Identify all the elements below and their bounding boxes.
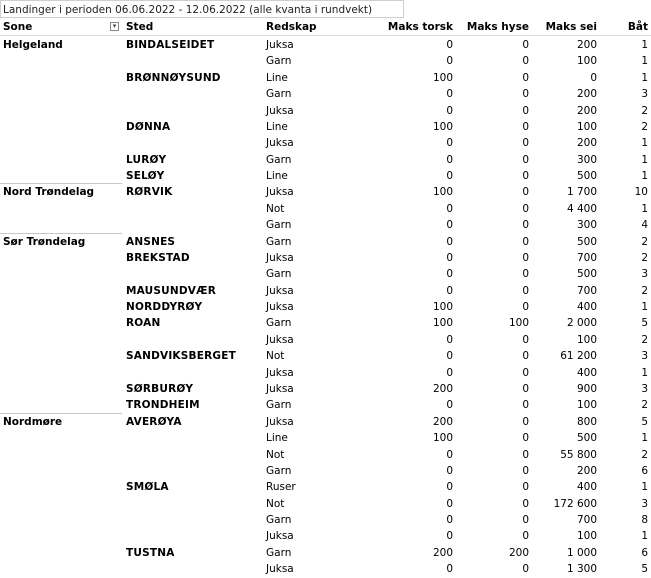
max-saithe-cell: 800 (576, 415, 597, 428)
gear-cell: Not (266, 350, 285, 363)
max-saithe-cell: 172 600 (553, 497, 597, 510)
boats-cell: 2 (641, 448, 648, 461)
max-saithe-cell: 200 (576, 104, 597, 117)
zone-divider (0, 183, 122, 184)
table-row (0, 119, 651, 135)
gear-cell: Juksa (266, 382, 294, 395)
boats-cell: 5 (641, 317, 648, 330)
max-haddock-cell: 0 (522, 170, 529, 183)
zone-label: Nordmøre (3, 415, 63, 428)
boats-cell: 2 (641, 104, 648, 117)
gear-cell: Garn (266, 55, 292, 68)
boats-cell: 1 (641, 366, 648, 379)
boats-cell: 2 (641, 235, 648, 248)
gear-cell: Line (266, 120, 288, 133)
table-row (0, 397, 651, 413)
max-saithe-cell: 500 (576, 432, 597, 445)
column-header-max-cod[interactable]: Maks torsk (387, 21, 453, 33)
boats-cell: 1 (641, 71, 648, 84)
place-label: NORDDYRØY (126, 301, 203, 314)
boats-cell: 1 (641, 137, 648, 150)
table-row (0, 168, 651, 184)
max-haddock-cell: 0 (522, 268, 529, 281)
max-saithe-cell: 500 (576, 235, 597, 248)
column-header-place[interactable]: Sted (126, 21, 154, 33)
table-row (0, 103, 651, 119)
max-saithe-cell: 900 (576, 382, 597, 395)
boats-cell: 2 (641, 399, 648, 412)
gear-cell: Juksa (266, 333, 294, 346)
max-haddock-cell: 0 (522, 399, 529, 412)
max-saithe-cell: 1 700 (566, 186, 597, 199)
max-cod-cell: 200 (432, 546, 453, 559)
table-row (0, 315, 651, 331)
max-haddock-cell: 0 (522, 301, 529, 314)
place-label: LURØY (126, 153, 167, 166)
max-cod-cell: 100 (432, 301, 453, 314)
max-saithe-cell: 0 (590, 71, 597, 84)
zone-label: Nord Trøndelag (3, 186, 95, 199)
place-label: DØNNA (126, 120, 171, 133)
max-saithe-cell: 200 (576, 88, 597, 101)
max-cod-cell: 0 (446, 39, 453, 51)
gear-cell: Juksa (266, 284, 294, 297)
max-saithe-cell: 200 (576, 137, 597, 150)
table-row (0, 381, 651, 397)
table-row (0, 414, 651, 430)
max-saithe-cell: 55 800 (560, 448, 597, 461)
max-haddock-cell: 0 (522, 251, 529, 264)
max-haddock-cell: 0 (522, 39, 529, 51)
max-haddock-cell: 0 (522, 235, 529, 248)
max-haddock-cell: 0 (522, 104, 529, 117)
place-label: SANDVIKSBERGET (126, 350, 236, 363)
place-label: TUSTNA (126, 546, 175, 559)
boats-cell: 2 (641, 120, 648, 133)
place-label: AVERØYA (126, 415, 182, 428)
max-cod-cell: 0 (446, 530, 453, 543)
boats-cell: 3 (641, 268, 648, 281)
table-row (0, 152, 651, 168)
max-cod-cell: 0 (446, 235, 453, 248)
max-cod-cell: 0 (446, 153, 453, 166)
column-header-zone[interactable]: Sone (3, 21, 33, 33)
max-haddock-cell: 0 (522, 120, 529, 133)
table-row (0, 86, 651, 102)
max-saithe-cell: 200 (576, 39, 597, 51)
max-haddock-cell: 0 (522, 481, 529, 494)
max-haddock-cell: 0 (522, 284, 529, 297)
max-haddock-cell: 0 (522, 153, 529, 166)
max-cod-cell: 0 (446, 497, 453, 510)
max-haddock-cell: 0 (522, 432, 529, 445)
max-haddock-cell: 0 (522, 137, 529, 150)
max-saithe-cell: 200 (576, 464, 597, 477)
max-haddock-cell: 0 (522, 563, 529, 576)
place-label: ROAN (126, 317, 161, 330)
table-row (0, 266, 651, 282)
max-cod-cell: 0 (446, 88, 453, 101)
max-saithe-cell: 500 (576, 268, 597, 281)
max-cod-cell: 100 (432, 432, 453, 445)
zone-divider (0, 233, 122, 234)
boats-cell: 6 (641, 464, 648, 477)
gear-cell: Juksa (266, 530, 294, 543)
max-saithe-cell: 700 (576, 514, 597, 527)
gear-cell: Garn (266, 317, 292, 330)
gear-cell: Not (266, 448, 285, 461)
max-saithe-cell: 1 000 (566, 546, 597, 559)
table-row (0, 250, 651, 266)
gear-cell: Garn (266, 546, 292, 559)
max-saithe-cell: 400 (576, 366, 597, 379)
max-haddock-cell: 0 (522, 88, 529, 101)
gear-cell: Juksa (266, 251, 294, 264)
max-saithe-cell: 1 300 (566, 563, 597, 576)
max-cod-cell: 0 (446, 514, 453, 527)
place-label: BINDALSEIDET (126, 39, 215, 51)
max-haddock-cell: 0 (522, 350, 529, 363)
gear-cell: Garn (266, 399, 292, 412)
table-row (0, 512, 651, 528)
gear-cell: Not (266, 497, 285, 510)
table-row (0, 430, 651, 446)
max-saithe-cell: 100 (576, 399, 597, 412)
place-label: BRØNNØYSUND (126, 71, 221, 84)
place-label: TRONDHEIM (126, 399, 200, 412)
table-row (0, 561, 651, 577)
boats-cell: 1 (641, 202, 648, 215)
gear-cell: Ruser (266, 481, 296, 494)
gear-cell: Juksa (266, 104, 294, 117)
column-header-max-haddock[interactable]: Maks hyse (466, 21, 529, 33)
gear-cell: Line (266, 71, 288, 84)
table-row (0, 184, 651, 200)
max-saithe-cell: 500 (576, 170, 597, 183)
max-saithe-cell: 100 (576, 120, 597, 133)
report-title: Landinger i perioden 06.06.2022 - 12.06.2022 (alle kvanta i rundvekt) (0, 0, 404, 18)
boats-cell: 3 (641, 382, 648, 395)
boats-cell: 1 (641, 39, 648, 51)
boats-cell: 1 (641, 432, 648, 445)
table-row (0, 135, 651, 151)
max-haddock-cell: 0 (522, 530, 529, 543)
gear-cell: Juksa (266, 137, 294, 150)
boats-cell: 4 (641, 219, 648, 232)
zone-label: Helgeland (3, 39, 63, 51)
max-cod-cell: 0 (446, 55, 453, 68)
max-saithe-cell: 700 (576, 284, 597, 297)
boats-cell: 2 (641, 251, 648, 264)
table-row (0, 365, 651, 381)
max-saithe-cell: 400 (576, 301, 597, 314)
gear-cell: Garn (266, 219, 292, 232)
table-row (0, 70, 651, 86)
table-row (0, 447, 651, 463)
place-label: SMØLA (126, 481, 169, 494)
max-saithe-cell: 2 000 (566, 317, 597, 330)
filter-icon[interactable]: ▾ (110, 22, 119, 31)
max-haddock-cell: 0 (522, 55, 529, 68)
max-haddock-cell: 200 (508, 546, 529, 559)
place-label: MAUSUNDVÆR (126, 284, 216, 297)
max-cod-cell: 0 (446, 333, 453, 346)
max-haddock-cell: 0 (522, 382, 529, 395)
max-haddock-cell: 0 (522, 415, 529, 428)
table-row (0, 37, 651, 53)
max-cod-cell: 0 (446, 284, 453, 297)
max-saithe-cell: 100 (576, 333, 597, 346)
place-label: SELØY (126, 170, 165, 183)
boats-cell: 2 (641, 284, 648, 297)
max-cod-cell: 100 (432, 317, 453, 330)
max-saithe-cell: 100 (576, 530, 597, 543)
boats-cell: 1 (641, 153, 648, 166)
table-row (0, 234, 651, 250)
max-cod-cell: 100 (432, 71, 453, 84)
place-label: RØRVIK (126, 186, 173, 199)
max-cod-cell: 0 (446, 137, 453, 150)
table-row (0, 332, 651, 348)
table-row (0, 53, 651, 69)
max-haddock-cell: 0 (522, 219, 529, 232)
boats-cell: 1 (641, 481, 648, 494)
table-row (0, 201, 651, 217)
boats-cell: 3 (641, 350, 648, 363)
table-row (0, 283, 651, 299)
column-header-gear[interactable]: Redskap (266, 21, 317, 33)
max-cod-cell: 0 (446, 399, 453, 412)
gear-cell: Juksa (266, 563, 294, 576)
max-cod-cell: 200 (432, 415, 453, 428)
table-row (0, 463, 651, 479)
max-saithe-cell: 61 200 (560, 350, 597, 363)
table-row (0, 479, 651, 495)
gear-cell: Garn (266, 514, 292, 527)
boats-cell: 3 (641, 497, 648, 510)
max-haddock-cell: 0 (522, 464, 529, 477)
boats-cell: 5 (641, 415, 648, 428)
max-cod-cell: 0 (446, 251, 453, 264)
max-saithe-cell: 300 (576, 153, 597, 166)
max-cod-cell: 100 (432, 120, 453, 133)
max-haddock-cell: 0 (522, 71, 529, 84)
gear-cell: Garn (266, 268, 292, 281)
boats-cell: 3 (641, 88, 648, 101)
max-cod-cell: 200 (432, 382, 453, 395)
max-saithe-cell: 100 (576, 55, 597, 68)
max-cod-cell: 0 (446, 464, 453, 477)
max-saithe-cell: 700 (576, 251, 597, 264)
max-haddock-cell: 0 (522, 202, 529, 215)
gear-cell: Garn (266, 464, 292, 477)
gear-cell: Juksa (266, 186, 294, 199)
gear-cell: Juksa (266, 301, 294, 314)
zone-label: Sør Trøndelag (3, 235, 86, 248)
max-saithe-cell: 4 400 (566, 202, 597, 215)
max-cod-cell: 0 (446, 202, 453, 215)
boats-cell: 6 (641, 546, 648, 559)
max-cod-cell: 0 (446, 448, 453, 461)
place-label: BREKSTAD (126, 251, 190, 264)
max-cod-cell: 0 (446, 563, 453, 576)
max-cod-cell: 0 (446, 104, 453, 117)
max-haddock-cell: 0 (522, 514, 529, 527)
max-cod-cell: 100 (432, 186, 453, 199)
max-saithe-cell: 300 (576, 219, 597, 232)
gear-cell: Juksa (266, 415, 294, 428)
zone-divider (0, 413, 122, 414)
max-haddock-cell: 0 (522, 497, 529, 510)
table-row (0, 348, 651, 364)
gear-cell: Garn (266, 88, 292, 101)
max-cod-cell: 0 (446, 350, 453, 363)
max-haddock-cell: 0 (522, 366, 529, 379)
boats-cell: 5 (641, 563, 648, 576)
table-row (0, 528, 651, 544)
max-saithe-cell: 400 (576, 481, 597, 494)
column-header-boats[interactable]: Båt (627, 21, 648, 33)
table-row (0, 217, 651, 233)
column-header-max-saithe[interactable]: Maks sei (545, 21, 597, 33)
max-cod-cell: 0 (446, 481, 453, 494)
boats-cell: 1 (641, 170, 648, 183)
table-row (0, 545, 651, 561)
max-haddock-cell: 100 (508, 317, 529, 330)
table-row (0, 496, 651, 512)
boats-cell: 2 (641, 333, 648, 346)
max-cod-cell: 0 (446, 219, 453, 232)
boats-cell: 8 (641, 514, 648, 527)
table-row (0, 299, 651, 315)
place-label: SØRBURØY (126, 382, 194, 395)
gear-cell: Juksa (266, 39, 294, 51)
max-haddock-cell: 0 (522, 186, 529, 199)
gear-cell: Not (266, 202, 285, 215)
max-haddock-cell: 0 (522, 333, 529, 346)
max-cod-cell: 0 (446, 366, 453, 379)
gear-cell: Line (266, 170, 288, 183)
gear-cell: Garn (266, 235, 292, 248)
boats-cell: 1 (641, 55, 648, 68)
header-divider (0, 35, 651, 36)
gear-cell: Juksa (266, 366, 294, 379)
boats-cell: 1 (641, 530, 648, 543)
gear-cell: Line (266, 432, 288, 445)
max-cod-cell: 0 (446, 268, 453, 281)
place-label: ANSNES (126, 235, 176, 248)
max-cod-cell: 0 (446, 170, 453, 183)
gear-cell: Garn (266, 153, 292, 166)
max-haddock-cell: 0 (522, 448, 529, 461)
boats-cell: 10 (634, 186, 648, 199)
boats-cell: 1 (641, 301, 648, 314)
